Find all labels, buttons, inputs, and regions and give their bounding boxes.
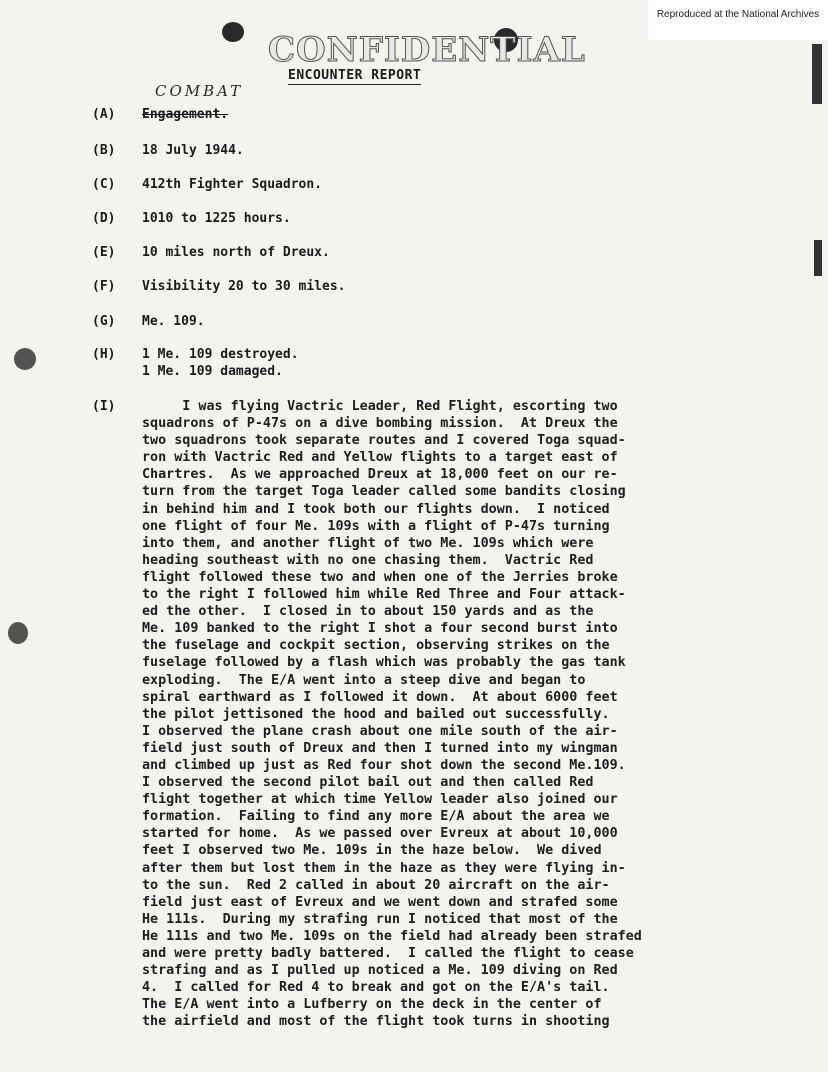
narrative-line: one flight of four Me. 109s with a flight of P-47s turning bbox=[142, 518, 610, 534]
narrative-line: in behind him and I took both our flights down. I noticed bbox=[142, 501, 610, 517]
entry-text: 1010 to 1225 hours. bbox=[142, 211, 291, 226]
narrative-line: the fuselage and cockpit section, observing strikes on the bbox=[142, 638, 610, 654]
narrative-line: two squadrons took separate routes and I covered Toga squad- bbox=[142, 433, 626, 449]
entry-text: 18 July 1944. bbox=[142, 143, 244, 158]
narrative-body bbox=[142, 398, 762, 1030]
right-edge-mark bbox=[814, 240, 822, 276]
narrative-line: spiral earthward as I followed it down. At about 6000 feet bbox=[142, 689, 618, 705]
entry-letter: (C) bbox=[92, 177, 116, 192]
punch-hole-left-lower bbox=[8, 622, 28, 644]
narrative-line: He 111s. During my strafing run I noticed that most of the bbox=[142, 911, 618, 927]
narrative-line: I was flying Vactric Leader, Red Flight, escorting two bbox=[142, 399, 618, 414]
narrative-line: fuselage followed by a flash which was probably the gas tank bbox=[142, 655, 626, 671]
entry-letter: (H) bbox=[92, 347, 116, 362]
narrative-line: field just east of Evreux and we went down and strafed some bbox=[142, 894, 618, 910]
narrative-line: turn from the target Toga leader called some bandits closing bbox=[142, 484, 626, 500]
narrative-line: started for home. As we passed over Evreux at about 10,000 bbox=[142, 826, 618, 842]
entry-text: Me. 109. bbox=[142, 314, 205, 329]
narrative-line: Chartres. As we approached Dreux at 18,000 feet on our re- bbox=[142, 467, 618, 483]
narrative-line: to the right I followed him while Red Three and Four attack- bbox=[142, 587, 626, 603]
entry-letter: (F) bbox=[92, 279, 116, 294]
entry-text: 1 Me. 109 destroyed. 1 Me. 109 damaged. bbox=[142, 347, 299, 379]
narrative-line: into them, and another flight of two Me. 109s which were bbox=[142, 535, 594, 551]
narrative-line: to the sun. Red 2 called in about 20 aircraft on the air- bbox=[142, 877, 610, 893]
entry-letter: (I) bbox=[92, 399, 116, 414]
entry-text: Visibility 20 to 30 miles. bbox=[142, 279, 346, 294]
entry-letter: (D) bbox=[92, 211, 116, 226]
punch-hole-top-left bbox=[222, 22, 244, 42]
narrative-line: heading southeast with no one chasing them. Vactric Red bbox=[142, 552, 594, 568]
narrative-line: and climbed up just as Red four shot down the second Me.109. bbox=[142, 757, 626, 773]
report-title: ENCOUNTER REPORT bbox=[288, 68, 422, 83]
right-edge-mark bbox=[812, 44, 822, 104]
archive-stamp: Reproduced at the National Archives bbox=[648, 0, 828, 40]
narrative-line: flight together at which time Yellow leader also joined our bbox=[142, 792, 618, 808]
narrative-line: ed the other. I closed in to about 150 yards and as the bbox=[142, 604, 594, 620]
handwritten-annotation: COMBAT bbox=[155, 82, 244, 100]
narrative-line: The E/A went into a Lufberry on the deck in the center of bbox=[142, 997, 602, 1013]
narrative-line: Me. 109 banked to the right I shot a four second burst into bbox=[142, 621, 618, 637]
narrative-line: and were pretty badly battered. I called the flight to cease bbox=[142, 946, 634, 961]
narrative-line: I observed the plane crash about one mile south of the air- bbox=[142, 723, 618, 739]
entry-letter: (G) bbox=[92, 314, 116, 329]
narrative-line: after them but lost them in the haze as they were flying in- bbox=[142, 860, 626, 876]
narrative-line: ron with Vactric Red and Yellow flights to a target east of bbox=[142, 450, 618, 466]
entry-letter: (A) bbox=[92, 107, 116, 122]
punch-hole-left-middle bbox=[14, 348, 36, 370]
entry-text: Engagement. bbox=[142, 107, 229, 122]
narrative-line: strafing and as I pulled up noticed a Me. 109 diving on Red bbox=[142, 963, 618, 979]
narrative-line: He 111s and two Me. 109s on the field had already been strafed bbox=[142, 928, 642, 944]
narrative-line: 4. I called for Red 4 to break and got on the E/A's tail. bbox=[142, 980, 610, 996]
confidential-stamp: CONFIDENTIAL bbox=[268, 30, 586, 70]
narrative-line: the pilot jettisoned the hood and bailed out successfully. bbox=[142, 706, 610, 722]
narrative-line: squadrons of P-47s on a dive bombing mission. At Dreux the bbox=[142, 416, 618, 432]
narrative-line: flight followed these two and when one of the Jerries broke bbox=[142, 569, 618, 585]
narrative-line: exploding. The E/A went into a steep dive and began to bbox=[142, 672, 586, 688]
narrative-line: the airfield and most of the flight took turns in shooting bbox=[142, 1014, 610, 1030]
narrative-line: field just south of Dreux and then I turned into my wingman bbox=[142, 740, 618, 756]
entry-letter: (B) bbox=[92, 143, 116, 158]
narrative-line: formation. Failing to find any more E/A about the area we bbox=[142, 809, 610, 825]
entry-text: 412th Fighter Squadron. bbox=[142, 177, 323, 192]
entry-text: 10 miles north of Dreux. bbox=[142, 245, 330, 260]
narrative-line: feet I observed two Me. 109s in the haze below. We dived bbox=[142, 843, 602, 859]
narrative-line: I observed the second pilot bail out and then called Red bbox=[142, 775, 594, 791]
entry-letter: (E) bbox=[92, 245, 116, 260]
